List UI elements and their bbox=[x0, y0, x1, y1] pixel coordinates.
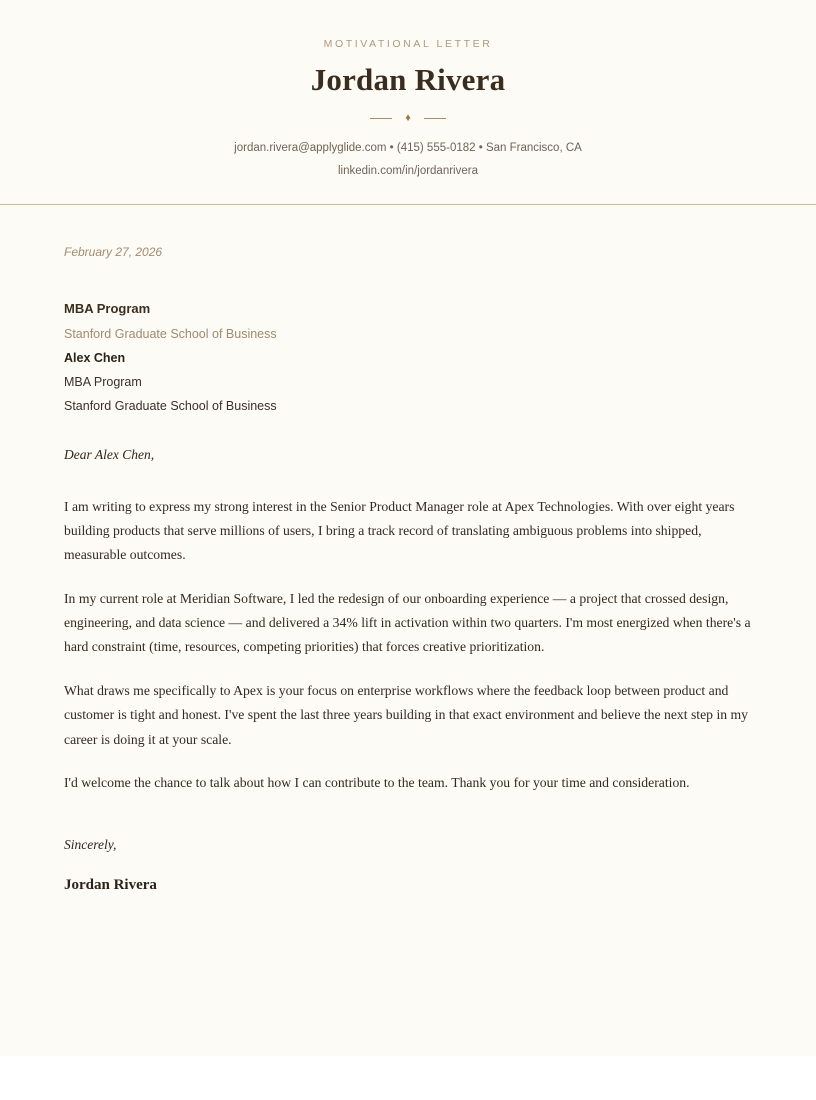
ornament-left-rule bbox=[370, 118, 392, 119]
letter-paragraph: What draws me specifically to Apex is your focus on enterprise workflows where the feedback loop between product and customer is tight and honest. I've spent the last three years building in that exact environment and believe the next step in my career is doing it at your scale. bbox=[64, 682, 749, 747]
document-type-eyebrow: MOTIVATIONAL LETTER bbox=[323, 38, 493, 50]
signature-name: Jordan Rivera bbox=[64, 877, 157, 894]
page-title: Jordan Rivera bbox=[310, 61, 506, 97]
contact-line-linkedin: linkedin.com/in/jordanrivera bbox=[338, 164, 478, 177]
letter-paragraph: I'd welcome the chance to talk about how I can contribute to the team. Thank you for your time and consideration. bbox=[64, 775, 690, 791]
letter-paragraph: In my current role at Meridian Software, I led the redesign of our onboarding experience — a project that crossed design, engineering, and data science — and delivered a 34% lift in activation within two quarters. I'm most energized when there's a hard constraint (time, resources, competing priorities) that forces creative prioritization. bbox=[64, 590, 751, 655]
contact-line-primary: jordan.rivera@applyglide.com • (415) 555-0182 • San Francisco, CA bbox=[234, 142, 582, 155]
letter-date: February 27, 2026 bbox=[64, 245, 163, 260]
closing-phrase: Sincerely, bbox=[64, 837, 117, 853]
diamond-icon: ♦ bbox=[405, 111, 411, 124]
recipient-contact-institution: Stanford Graduate School of Business bbox=[64, 398, 277, 413]
recipient-block bbox=[64, 297, 752, 418]
salutation: Dear Alex Chen, bbox=[64, 446, 155, 462]
header-ornament bbox=[64, 112, 752, 124]
recipient-institution: Stanford Graduate School of Business bbox=[64, 326, 277, 341]
recipient-contact-program: MBA Program bbox=[64, 374, 142, 389]
letter-header bbox=[0, 0, 816, 205]
recipient-contact-name: Alex Chen bbox=[64, 350, 126, 365]
ornament-right-rule bbox=[424, 118, 446, 119]
letter-body bbox=[0, 205, 816, 896]
recipient-program: MBA Program bbox=[64, 300, 151, 316]
letter-paragraph: I am writing to express my strong interest in the Senior Product Manager role at Apex Technologies. With over eight years building products that serve millions of users, I bring a track record of translating ambiguous problems into shipped, measurable outcomes. bbox=[64, 498, 735, 563]
